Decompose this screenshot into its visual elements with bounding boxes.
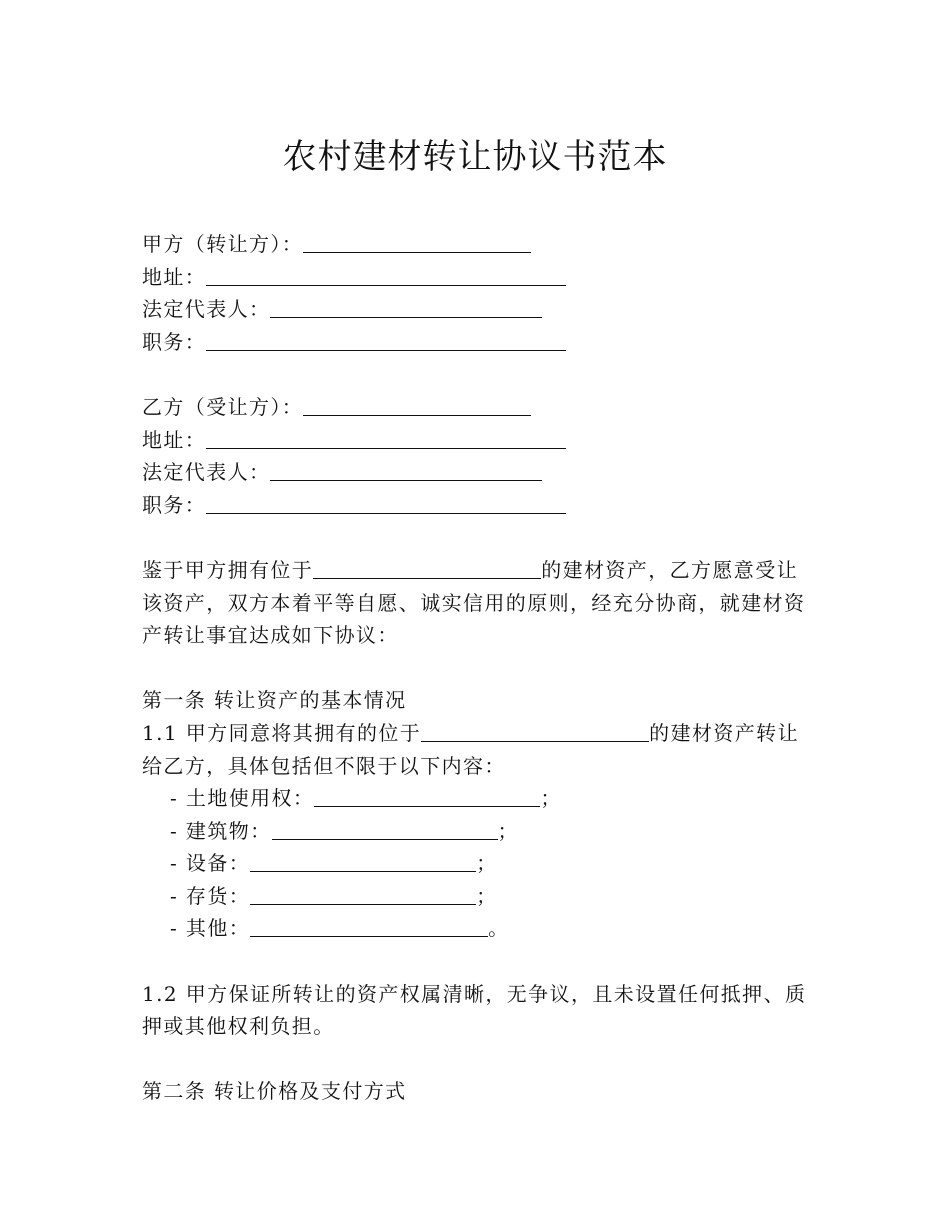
party-b-line [142,391,808,424]
clause-1-1-text-end: 的建材资产转让给乙方，具体包括但不限于以下内容： [142,720,799,778]
spacer [142,1043,808,1076]
list-item [142,815,808,848]
article-2-heading: 第二条 转让价格及支付方式 [142,1079,407,1104]
preamble-paragraph [142,554,808,652]
party-a-position-label: 职务： [142,329,207,354]
party-a-address-label: 地址： [142,264,207,289]
party-a-label: 甲方（转让方）： [142,232,304,256]
spacer [142,521,808,554]
preamble-location-blank [313,556,541,579]
preamble-text-start: 鉴于甲方拥有位于 [142,557,314,582]
list-item-label: - 设备： [170,851,251,876]
party-a-line [142,228,808,261]
document-title: 农村建材转让协议书范本 [282,137,668,177]
list-item [142,782,808,815]
list-item-blank [314,784,540,807]
party-a-blank [303,230,531,253]
party-a-rep-line [142,293,808,326]
party-b-position-label: 职务： [142,492,207,517]
party-b-address-label: 地址： [142,427,207,452]
list-item-blank [272,817,498,840]
list-item-label: - 建筑物： [170,818,272,843]
list-item [142,880,808,913]
spacer [142,945,808,978]
article-1-heading: 第一条 转让资产的基本情况 [142,688,407,713]
list-item-blank [250,849,476,872]
party-a-position-line [142,326,808,359]
party-b-position-blank [206,491,566,514]
party-b-rep-line [142,456,808,489]
list-item-label: - 存货： [170,883,251,908]
list-item [142,912,808,945]
clause-1-1-text-start: 1.1 甲方同意将其拥有的位于 [142,720,422,745]
clause-1-2: 1.2 甲方保证所转让的资产权属清晰，无争议，且未设置任何抵押、质押或其他权利负担。 [142,981,807,1039]
party-a-address-blank [206,263,566,286]
list-item-end: 。 [488,916,510,941]
list-item-end: ； [476,851,498,876]
list-item-end: ； [540,786,562,811]
clause-1-1-location-blank [421,719,649,742]
list-item-label: - 土地使用权： [170,786,315,811]
preamble-text-end: 的建材资产，乙方愿意受让该资产，双方本着平等自愿、诚实信用的原则，经充分协商，就建材资产转让事宜达成如下协议： [142,557,806,648]
party-b-rep-blank [270,458,542,481]
party-b-blank [303,393,531,416]
party-b-rep-label: 法定代表人： [142,460,271,485]
party-a-rep-label: 法定代表人： [142,297,271,322]
party-a-position-blank [206,328,566,351]
list-item [142,847,808,880]
party-a-address-line [142,261,808,294]
party-b-address-line [142,424,808,457]
spacer [142,358,808,391]
party-b-address-blank [206,426,566,449]
party-a-rep-blank [270,295,542,318]
spacer [142,652,808,685]
list-item-blank [250,914,488,937]
party-b-position-line [142,489,808,522]
list-item-blank [250,882,476,905]
list-item-end: ； [476,883,498,908]
clause-1-1 [142,717,808,782]
list-item-label: - 其他： [170,916,251,941]
list-item-end: ； [497,818,519,843]
document-body [142,228,808,1108]
party-b-label: 乙方（受让方）： [142,394,304,419]
